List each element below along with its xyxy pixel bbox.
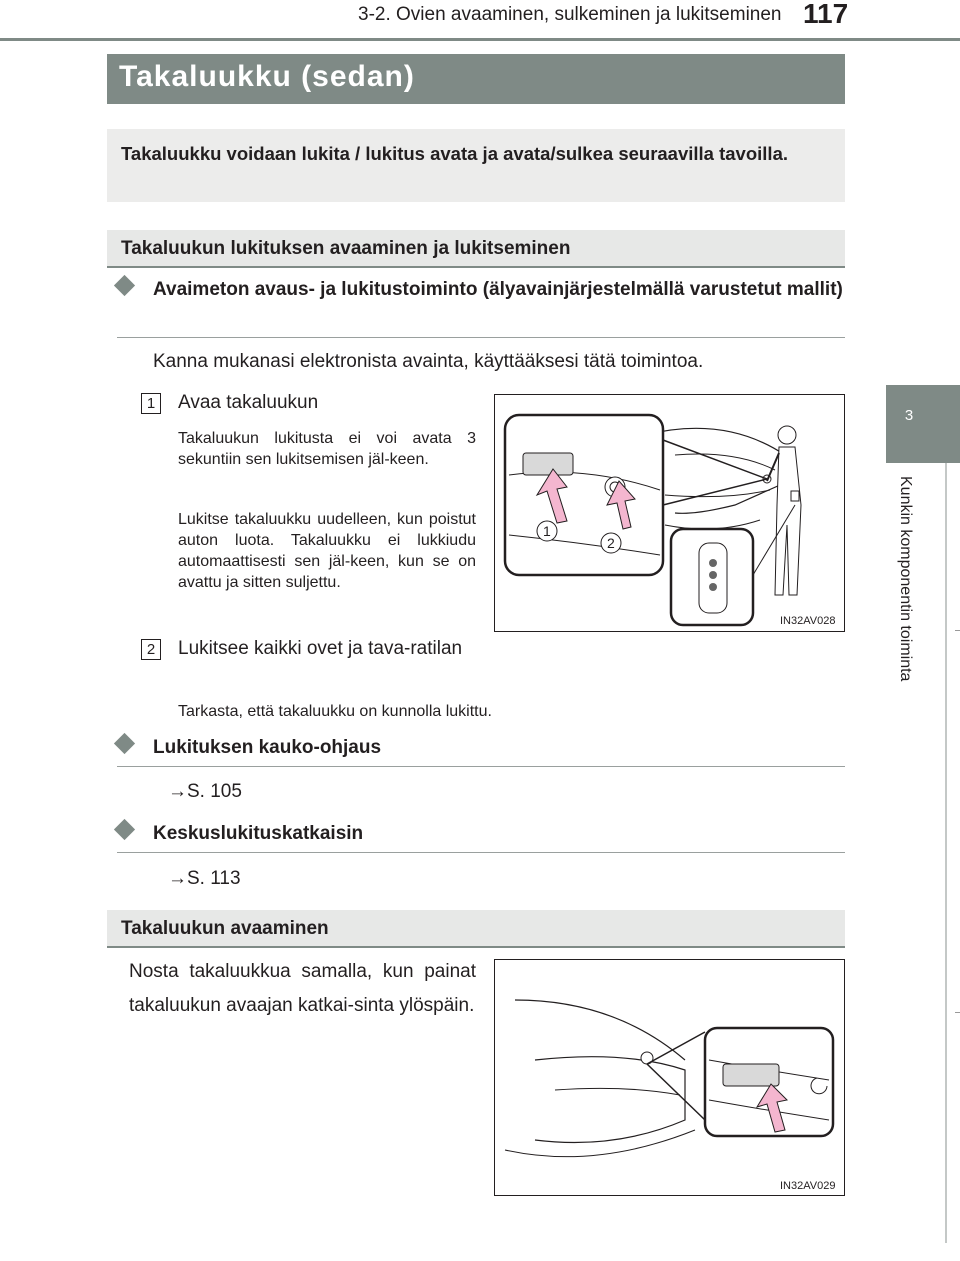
chapter-title: Kunkin komponentin toiminta	[897, 476, 914, 682]
page-reference: →S. 113	[168, 868, 241, 889]
subsection-heading: Lukituksen kauko-ohjaus	[153, 737, 382, 758]
step-note: Tarkasta, että takaluukku on kunnolla lukittu.	[178, 703, 492, 720]
margin-tick	[955, 630, 960, 631]
section-heading-text: Takaluukun lukituksen avaaminen ja lukitseminen	[121, 238, 571, 259]
intro-box	[107, 129, 845, 202]
subsection-smart-key	[117, 275, 845, 338]
diamond-bullet-icon	[114, 733, 135, 754]
page-reference: →S. 105	[168, 781, 242, 802]
trunk-opener-illustration	[495, 960, 844, 1195]
diamond-bullet-icon	[114, 819, 135, 840]
subsection-heading: Keskuslukituskatkaisin	[153, 823, 364, 844]
smart-key-intro: Kanna mukanasi elektronista avainta, käyttääksesi tätä toimintoa.	[153, 351, 704, 372]
step-number: 1	[141, 393, 161, 414]
step-note: Lukitse takaluukku uudelleen, kun poistut auton luota. Takaluukku ei lukkiudu automaattisesti sen jäl-keen, kun se on avattu ja sitten suljettu.	[178, 511, 476, 591]
step-title: Avaa takaluukun	[178, 392, 319, 413]
chapter-number: 3	[904, 407, 914, 424]
chapter-tab	[886, 385, 960, 463]
callout-2: 2	[607, 535, 615, 551]
page-number: 117	[803, 0, 849, 29]
figure-trunk-lock	[494, 394, 845, 632]
step-number: 2	[141, 639, 161, 660]
figure-code: IN32AV028	[780, 615, 836, 627]
step-note: Takaluukun lukitusta ei voi avata 3 sekuntiin sen lukitsemisen jäl-keen.	[178, 430, 476, 468]
section-heading-opening	[107, 910, 845, 948]
subsection-remote	[117, 733, 845, 767]
intro-text: Takaluukku voidaan lukita / lukitus avata ja avata/sulkea seuraavilla tavoilla.	[121, 143, 788, 164]
subsection-heading: Avaimeton avaus- ja lukitustoiminto (älyavainjärjestelmällä varustetut mallit)	[153, 279, 843, 300]
page-title: Takaluukku (sedan)	[119, 60, 415, 93]
opening-instructions: Nosta takaluukkua samalla, kun painat takaluukun avaajan katkai-sinta ylöspäin.	[129, 961, 476, 1016]
figure-trunk-opener	[494, 959, 845, 1196]
subsection-central-lock	[117, 819, 845, 853]
section-heading-locking	[107, 230, 845, 268]
section-title: 3-2. Ovien avaaminen, sulkeminen ja lukitseminen	[358, 4, 782, 25]
trunk-lock-illustration	[495, 395, 844, 631]
step-title: Lukitsee kaikki ovet ja tava-ratilan	[178, 638, 463, 659]
callout-1: 1	[543, 523, 551, 539]
page-title-bar	[107, 54, 845, 104]
figure-code: IN32AV029	[780, 1180, 836, 1192]
margin-tick	[955, 1012, 960, 1013]
side-divider	[945, 463, 947, 1243]
diamond-bullet-icon	[114, 275, 135, 296]
section-heading-text: Takaluukun avaaminen	[121, 918, 329, 939]
header-rule	[0, 38, 960, 41]
